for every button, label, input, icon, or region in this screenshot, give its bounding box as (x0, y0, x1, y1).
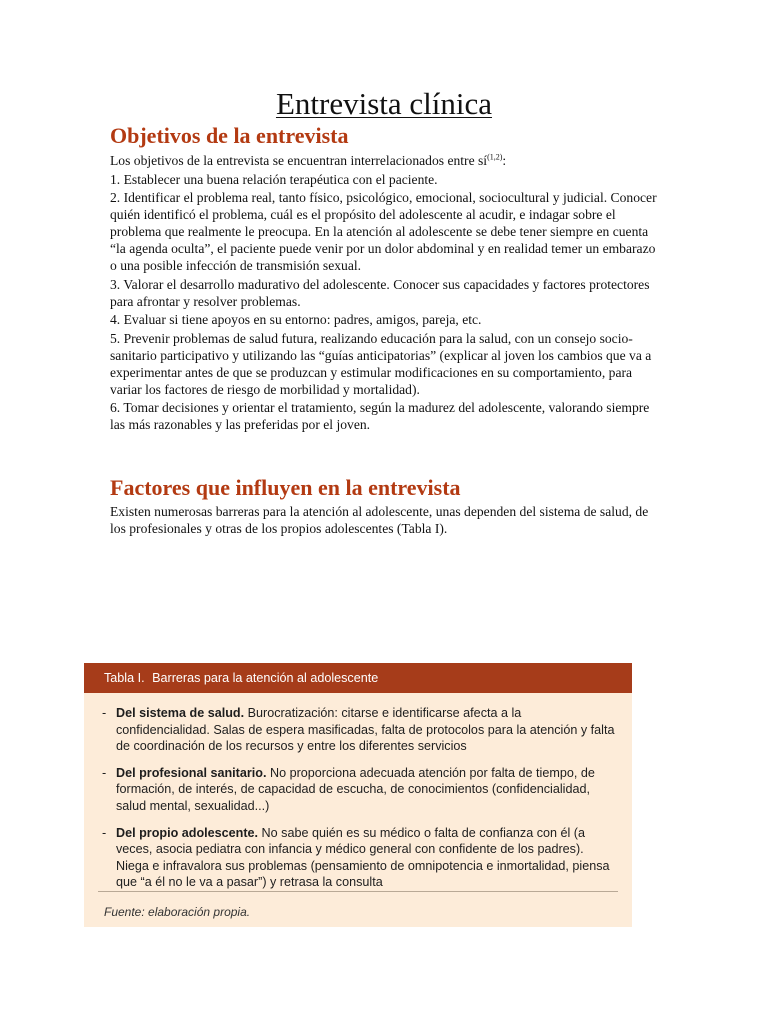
table-item-text: Burocratización: citarse e identificarse afecta a la confidencialidad. Salas de espera masificadas, falta de protocolos para la atención y falta de coordinación de los recursos y entre los diferentes servicios (116, 706, 615, 754)
table-item-label: Del sistema de salud. (116, 706, 245, 720)
section-heading-objetivos: Objetivos de la entrevista (110, 123, 349, 148)
table-list (84, 705, 632, 891)
table-title: Barreras para la atención al adolescente (152, 671, 379, 685)
citation-superscript: (1,2) (487, 152, 503, 162)
table-item-text: No proporciona adecuada atención por falta de tiempo, de formación, de interés, de capacidad de escucha, de conocimientos (confidencialidad, salud mental, sexualidad...) (116, 765, 595, 813)
section-heading-factores: Factores que influyen en la entrevista (110, 475, 461, 500)
dash-bullet: - (102, 765, 107, 780)
objetivo-item-4: 4. Evaluar si tiene apoyos en su entorno: padres, amigos, pareja, etc. (110, 312, 482, 327)
table-divider (98, 891, 618, 892)
dash-bullet: - (102, 825, 107, 840)
objetivos-intro (110, 152, 660, 169)
objetivo-item-2: 2. Identificar el problema real, tanto físico, psicológico, emocional, sociocultural y judicial. Conocer quién identificó el problema, cuál es el propósito del adolescente al acudir, e indagar sobre el problema que realmente le preocupa. En la atención al adolescente se debe tener siempre en cuenta “la agenda oculta”, el paciente puede venir por un dolor abdominal y en realidad temer un embarazo o una posible infección de transmisión sexual. (110, 190, 657, 273)
barriers-table (84, 663, 632, 927)
table-item-profesional (84, 765, 632, 815)
objetivos-body (110, 152, 660, 435)
page-title: Entrevista clínica (275, 86, 493, 121)
objetivo-item-1: 1. Establecer una buena relación terapéutica con el paciente. (110, 171, 438, 187)
table-number: Tabla I. (104, 671, 145, 685)
table-header (84, 663, 632, 693)
objetivo-item-5: 5. Prevenir problemas de salud futura, realizando educación para la salud, con un consejo socio-sanitario participativo y utilizando las “guías anticipatorias” (explicar al joven los cambios que va a experimentar antes de que se produzcan y estimular modificaciones en su comportamiento, para variar los factores de riesgo de morbilidad y mortalidad). (110, 330, 652, 397)
intro-colon: : (502, 153, 507, 168)
table-item-label: Del propio adolescente. (116, 825, 259, 840)
objetivo-item-3: 3. Valorar el desarrollo madurativo del adolescente. Conocer sus capacidades y factores protectores para afrontar y resolver problemas. (110, 276, 650, 309)
intro-text: Los objetivos de la entrevista se encuentran interrelacionados entre sí (110, 153, 488, 168)
table-item-adolescente (84, 825, 632, 891)
table-item-sistema (84, 705, 632, 755)
factores-body (110, 503, 660, 539)
table-item-label: Del profesional sanitario. (116, 765, 267, 780)
factores-paragraph: Existen numerosas barreras para la atención al adolescente, unas dependen del sistema de salud, de los profesionales y otras de los propios adolescentes (Tabla I). (110, 504, 649, 536)
table-source: Fuente: elaboración propia. (104, 905, 251, 919)
table-item-text: No sabe quién es su médico o falta de confianza con él (a veces, asocia pediatra con infancia y médico general con confidente de los padres). Niega e infravalora sus problemas (pensamiento de omnipotencia e inmortalidad, piensa que “a él no le va a pasar”) y retrasa la consulta (116, 825, 610, 890)
dash-bullet: - (102, 706, 107, 720)
objetivo-item-6: 6. Tomar decisiones y orientar el tratamiento, según la madurez del adolescente, valorando siempre las más razonables y las preferidas por el joven. (110, 400, 650, 432)
